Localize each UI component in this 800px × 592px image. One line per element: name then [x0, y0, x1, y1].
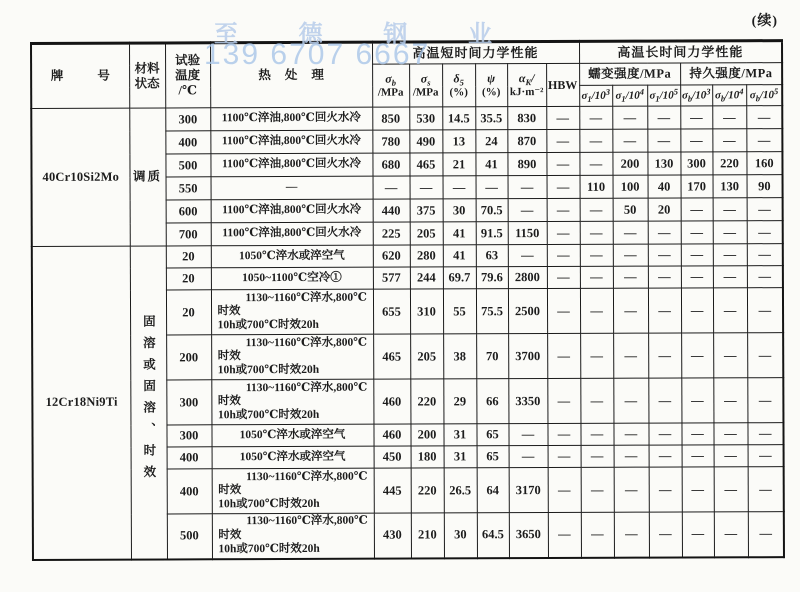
value-cell: — — [747, 288, 783, 333]
col-header-sigma-b-10e5: $\sigma_b/10^5$ — [746, 85, 782, 106]
value-cell: 870 — [507, 130, 546, 153]
heat-treatment-cell — [212, 468, 374, 514]
heat-treatment-cell — [211, 289, 373, 335]
value-cell: — — [713, 333, 747, 378]
value-cell: 35.5 — [475, 107, 507, 130]
value-cell: — — [508, 424, 547, 446]
value-cell: — — [682, 445, 714, 467]
heat-treatment-cell — [211, 334, 373, 380]
heat-treatment-cell — [212, 446, 374, 469]
value-cell: — — [647, 106, 680, 129]
value-cell: — — [614, 445, 649, 467]
value-cell: — — [682, 467, 714, 512]
table-header — [31, 41, 782, 109]
value-cell: 430 — [374, 513, 411, 558]
material-state-text: 固溶或固溶、时效 — [141, 314, 156, 487]
value-cell: 460 — [373, 379, 410, 424]
value-cell: 200 — [612, 152, 647, 175]
header-row-groups — [31, 41, 782, 66]
value-cell: — — [581, 467, 614, 512]
value-cell: 75.5 — [476, 289, 508, 334]
heat-treatment-line: 10h或700℃时效20h — [218, 542, 320, 555]
value-cell: — — [612, 129, 647, 152]
heat-treatment-cell — [211, 379, 373, 425]
value-cell: — — [681, 198, 713, 221]
table-body — [31, 106, 784, 560]
value-cell: 40 — [648, 175, 681, 198]
col-header-hbw: HBW — [546, 63, 579, 106]
col-header-delta-5: $\delta_5$ (%) — [442, 64, 475, 107]
value-cell: 465 — [409, 153, 442, 176]
heat-treatment-cell — [211, 199, 373, 223]
value-cell: — — [547, 175, 580, 198]
value-cell: — — [580, 221, 613, 244]
value-cell: — — [614, 467, 649, 512]
value-cell: — — [747, 198, 783, 221]
value-cell: 445 — [374, 468, 411, 513]
heat-treatment-line: — — [285, 181, 298, 194]
value-cell: — — [508, 176, 547, 199]
heat-treatment-cell — [210, 130, 372, 154]
col-group-creep-strength: 蠕变强度/MPa — [579, 63, 680, 85]
value-cell: — — [580, 378, 613, 423]
value-cell: — — [681, 221, 713, 244]
value-cell: 850 — [372, 107, 409, 130]
value-cell: — — [681, 378, 713, 423]
value-cell: — — [509, 446, 548, 468]
heat-treatment-line: 1050~1100℃空冷① — [242, 271, 342, 284]
value-cell: 375 — [410, 199, 443, 222]
col-header-material-state: 材料 状态 — [129, 43, 165, 108]
value-cell: 220 — [712, 152, 746, 175]
value-cell: 110 — [580, 175, 613, 198]
col-header-sigma-b: $\sigma_b$ /MPa — [372, 64, 409, 107]
value-cell: 220 — [410, 379, 443, 424]
value-cell: — — [713, 266, 747, 288]
test-temperature-cell: 300 — [165, 108, 210, 131]
value-cell: 890 — [507, 153, 546, 176]
test-temperature-cell: 400 — [167, 469, 212, 514]
value-cell: 20 — [648, 198, 681, 221]
value-cell: — — [546, 106, 579, 129]
value-cell: 160 — [746, 152, 782, 175]
table-row — [31, 106, 782, 132]
test-temperature-cell: 400 — [165, 131, 210, 154]
value-cell: 1150 — [508, 222, 547, 245]
value-cell: 450 — [374, 446, 411, 468]
value-cell: 64 — [477, 468, 509, 513]
heat-treatment-cell — [211, 222, 373, 246]
value-cell: — — [613, 378, 648, 423]
watermark-phone-number: 139 6707 6667 — [204, 38, 431, 71]
value-cell: 41 — [443, 245, 476, 267]
heat-treatment-line: 1050℃淬水或淬空气 — [239, 428, 346, 441]
value-cell: 2800 — [508, 267, 547, 289]
value-cell: — — [647, 129, 680, 152]
value-cell: — — [713, 423, 747, 445]
value-cell: — — [681, 266, 713, 288]
value-cell: — — [614, 512, 649, 557]
value-cell: 465 — [373, 334, 410, 379]
value-cell: 680 — [372, 153, 409, 176]
heat-treatment-line: 1130~1160℃淬水,800℃时效 — [218, 470, 368, 497]
value-cell: — — [713, 221, 747, 244]
value-cell: 41 — [443, 222, 476, 245]
heat-treatment-cell — [211, 245, 373, 268]
value-cell: — — [548, 512, 581, 557]
value-cell: 244 — [410, 267, 443, 289]
heat-treatment-line: 1100℃淬油,800℃回火水冷 — [222, 226, 362, 240]
value-cell: — — [548, 445, 581, 467]
value-cell: 130 — [647, 152, 680, 175]
col-header-sigma-b-10e4: $\sigma_b/10^4$ — [712, 85, 746, 106]
test-temperature-cell: 300 — [166, 425, 211, 447]
col-header-grade — [31, 43, 129, 108]
value-cell: 21 — [442, 153, 475, 176]
value-cell: — — [682, 512, 714, 557]
value-cell: 24 — [475, 130, 507, 153]
test-temperature-cell: 400 — [167, 447, 212, 469]
value-cell: 780 — [372, 130, 409, 153]
test-temperature-cell: 20 — [166, 246, 211, 268]
value-cell: 205 — [410, 334, 443, 379]
value-cell: — — [547, 378, 580, 423]
value-cell: — — [747, 423, 783, 445]
value-cell: 2500 — [508, 289, 547, 334]
heat-treatment-cell — [211, 176, 373, 200]
value-cell: 3650 — [509, 513, 548, 558]
value-cell: — — [613, 244, 648, 266]
value-cell: 13 — [442, 130, 475, 153]
value-cell: — — [580, 288, 613, 333]
value-cell: — — [713, 378, 747, 423]
value-cell: — — [714, 512, 748, 557]
grade-header-char: 号 — [97, 68, 110, 83]
value-cell: 210 — [411, 513, 444, 558]
value-cell: 64.5 — [477, 513, 509, 558]
heat-treatment-header-char: 热 — [258, 68, 271, 83]
value-cell: — — [681, 333, 713, 378]
value-cell: — — [712, 106, 746, 129]
value-cell: — — [579, 129, 612, 152]
value-cell: — — [747, 266, 783, 288]
heat-treatment-line: 1050℃淬水或淬空气 — [238, 249, 345, 262]
value-cell: — — [681, 244, 713, 266]
col-header-sigma-1-10e4: $\sigma_1/10^4$ — [612, 85, 647, 106]
heat-treatment-line: 10h或700℃时效20h — [217, 318, 319, 332]
value-cell: 310 — [410, 289, 443, 334]
value-cell: 69.7 — [443, 267, 476, 289]
value-cell: 14.5 — [442, 107, 475, 130]
value-cell: 530 — [409, 107, 442, 130]
value-cell: — — [748, 467, 784, 512]
test-temperature-cell: 500 — [165, 154, 210, 177]
value-cell: — — [613, 423, 648, 445]
value-cell: — — [648, 378, 681, 423]
value-cell: — — [714, 467, 748, 512]
value-cell: — — [746, 129, 782, 152]
value-cell: — — [547, 266, 580, 288]
col-group-rupture-strength: 持久强度/MPa — [680, 63, 782, 85]
col-group-long-time-properties: 高温长时间力学性能 — [579, 41, 782, 64]
value-cell: 300 — [680, 152, 712, 175]
heat-treatment-line: 1130~1160℃淬水,800℃时效 — [217, 291, 367, 318]
value-cell: — — [613, 266, 648, 288]
value-cell: 30 — [443, 199, 476, 222]
test-temperature-cell: 200 — [166, 335, 211, 380]
value-cell: 79.6 — [476, 267, 508, 289]
mechanical-properties-table — [30, 39, 785, 560]
value-cell: — — [748, 445, 784, 467]
value-cell: — — [648, 288, 681, 333]
value-cell: — — [648, 221, 681, 244]
heat-treatment-cell — [211, 267, 373, 290]
value-cell: — — [648, 423, 681, 445]
value-cell: 65 — [476, 424, 508, 446]
value-cell: — — [613, 333, 648, 378]
test-temperature-cell: 20 — [166, 268, 211, 290]
value-cell: — — [373, 176, 410, 199]
heat-treatment-line: 1100℃淬油,800℃回火水冷 — [221, 134, 361, 148]
test-temperature-cell: 600 — [166, 200, 211, 223]
value-cell: — — [681, 423, 713, 445]
value-cell: 70.5 — [476, 199, 508, 222]
value-cell: 29 — [443, 379, 476, 424]
value-cell: 490 — [409, 130, 442, 153]
heat-treatment-line: 1050℃淬水或淬空气 — [239, 450, 346, 463]
value-cell: — — [747, 378, 783, 423]
heat-treatment-cell — [210, 153, 372, 177]
value-cell: — — [508, 245, 547, 267]
value-cell: 620 — [373, 245, 410, 267]
value-cell: — — [476, 176, 508, 199]
value-cell: 90 — [747, 175, 783, 198]
value-cell: — — [580, 244, 613, 266]
value-cell: — — [648, 266, 681, 288]
value-cell: — — [747, 221, 783, 244]
material-state-cell — [129, 108, 166, 246]
grade-cell: 12Cr18Ni9Ti — [32, 246, 131, 559]
heat-treatment-line: 1130~1160℃淬水,800℃时效 — [217, 336, 368, 363]
grade-header-char: 牌 — [50, 68, 64, 84]
value-cell: — — [580, 266, 613, 288]
heat-treatment-header-char: 理 — [311, 67, 324, 83]
material-state-text: 调质 — [132, 169, 163, 184]
value-cell: — — [680, 106, 712, 129]
value-cell: — — [713, 288, 747, 333]
value-cell: 38 — [443, 334, 476, 379]
value-cell: — — [648, 333, 681, 378]
value-cell: 830 — [507, 107, 546, 130]
value-cell: — — [580, 333, 613, 378]
value-cell: 100 — [613, 175, 648, 198]
value-cell: — — [681, 288, 713, 333]
value-cell: — — [649, 467, 682, 512]
value-cell: — — [712, 129, 746, 152]
value-cell: — — [546, 129, 579, 152]
value-cell: — — [580, 198, 613, 221]
col-header-alpha-k: $\alpha_K/$ kJ·m⁻² — [507, 64, 546, 107]
value-cell: — — [547, 221, 580, 244]
value-cell: 3170 — [509, 468, 548, 513]
value-cell: — — [649, 512, 682, 557]
value-cell: 41 — [475, 153, 507, 176]
value-cell: — — [648, 244, 681, 266]
value-cell: 225 — [373, 222, 410, 245]
value-cell: 30 — [444, 513, 477, 558]
value-cell: 31 — [443, 424, 476, 446]
watermark-company-text: 至 德 钢 业 — [214, 21, 520, 48]
value-cell: 55 — [443, 289, 476, 334]
col-header-psi: ψ (%) — [475, 64, 507, 107]
heat-treatment-cell — [211, 424, 373, 447]
value-cell: — — [580, 423, 613, 445]
heat-treatment-line: 1130~1160℃淬水,800℃时效 — [218, 515, 368, 542]
value-cell: 220 — [411, 468, 444, 513]
value-cell: — — [547, 198, 580, 221]
value-cell: 577 — [373, 267, 410, 289]
value-cell: — — [746, 106, 782, 129]
value-cell: 3350 — [508, 379, 547, 424]
value-cell: 205 — [410, 222, 443, 245]
continued-label: (续) — [751, 14, 778, 29]
material-state-cell — [130, 246, 167, 559]
value-cell: 70 — [476, 334, 508, 379]
heat-treatment-cell — [212, 513, 374, 559]
value-cell: — — [547, 288, 580, 333]
col-header-test-temperature: 试验 温度 /℃ — [165, 43, 210, 108]
heat-treatment-line: 10h或700℃时效20h — [218, 497, 320, 511]
value-cell: — — [613, 288, 648, 333]
value-cell: 440 — [373, 199, 410, 222]
heat-treatment-line: 10h或700℃时效20h — [217, 363, 320, 377]
value-cell: — — [547, 423, 580, 445]
value-cell: — — [410, 176, 443, 199]
test-temperature-cell: 550 — [166, 177, 211, 200]
value-cell: — — [612, 106, 647, 129]
value-cell: 180 — [411, 446, 444, 468]
value-cell: 91.5 — [476, 222, 508, 245]
value-cell: — — [747, 244, 783, 266]
col-header-sigma-b-10e3: $\sigma_b/10^3$ — [680, 85, 712, 106]
value-cell: — — [713, 244, 747, 266]
col-header-sigma-1-10e5: $\sigma_1/10^5$ — [647, 85, 680, 106]
value-cell: 66 — [476, 379, 508, 424]
value-cell: 50 — [613, 198, 648, 221]
heat-treatment-line: 1100℃淬油,800℃回火水冷 — [221, 157, 362, 171]
test-temperature-cell: 500 — [167, 514, 212, 559]
value-cell: — — [713, 198, 747, 221]
value-cell: 3700 — [508, 334, 547, 379]
col-header-sigma-s: $\sigma_s$ /MPa — [409, 64, 442, 107]
grade-cell: 40Cr10Si2Mo — [31, 108, 130, 246]
heat-treatment-line: 1130~1160℃淬水,800℃时效 — [217, 381, 368, 408]
value-cell: — — [581, 512, 614, 557]
value-cell: 63 — [476, 245, 508, 267]
col-header-heat-treatment — [210, 42, 372, 108]
heat-treatment-line: 1100℃淬油,800℃回火水冷 — [221, 111, 361, 125]
value-cell: — — [680, 129, 712, 152]
value-cell: 655 — [373, 289, 410, 334]
table-row — [32, 244, 783, 269]
value-cell: 130 — [713, 175, 747, 198]
value-cell: 170 — [681, 175, 713, 198]
value-cell: 200 — [410, 424, 443, 446]
value-cell: 31 — [444, 446, 477, 468]
test-temperature-cell: 700 — [166, 223, 211, 246]
value-cell: — — [547, 244, 580, 266]
value-cell: — — [714, 445, 748, 467]
heat-treatment-header-char: 处 — [284, 68, 298, 83]
value-cell: — — [748, 512, 784, 557]
value-cell: — — [579, 106, 612, 129]
value-cell: — — [579, 152, 612, 175]
test-temperature-cell: 300 — [166, 380, 211, 425]
value-cell: 65 — [477, 446, 509, 468]
value-cell: — — [649, 445, 682, 467]
value-cell: — — [613, 221, 648, 244]
test-temperature-cell: 20 — [166, 290, 211, 335]
heat-treatment-cell — [210, 107, 372, 131]
col-header-sigma-1-10e3: $\sigma_1/10^3$ — [579, 85, 612, 106]
value-cell: 460 — [373, 424, 410, 446]
heat-treatment-line: 1100℃淬油,800℃回火水冷 — [222, 203, 362, 217]
value-cell: 26.5 — [444, 468, 477, 513]
col-group-short-time-properties: 高温短时间力学性能 — [372, 41, 579, 64]
value-cell: — — [747, 333, 783, 378]
value-cell: — — [546, 152, 579, 175]
value-cell: — — [508, 199, 547, 222]
heat-treatment-line: 10h或700℃时效20h — [217, 408, 320, 422]
value-cell: 280 — [410, 245, 443, 267]
value-cell: — — [443, 176, 476, 199]
value-cell: — — [548, 467, 581, 512]
value-cell: — — [581, 445, 614, 467]
value-cell: — — [547, 333, 580, 378]
